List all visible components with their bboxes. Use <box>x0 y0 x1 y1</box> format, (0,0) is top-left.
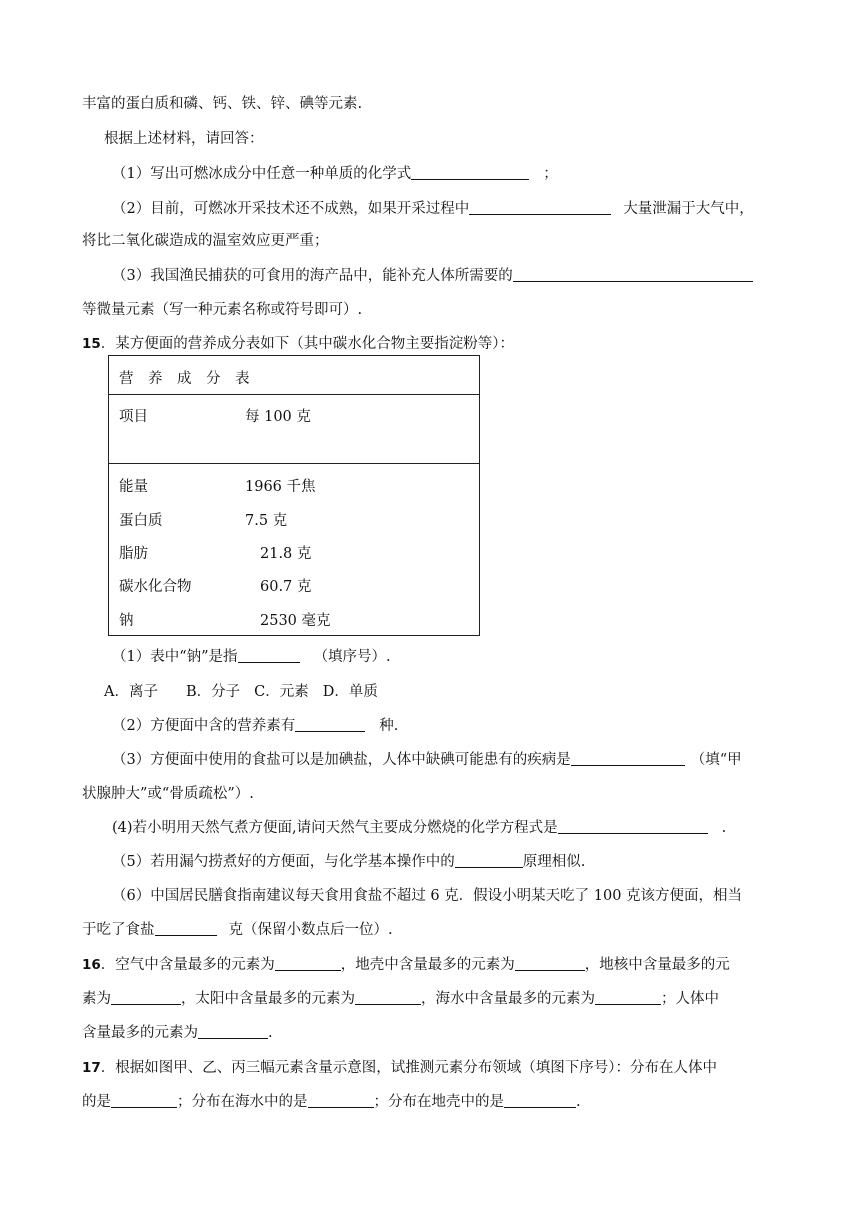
q15-2 <box>112 714 398 735</box>
instruction-text: 根据上述材料，请回答： <box>104 131 264 147</box>
answer-blank[interactable] <box>504 1092 576 1108</box>
option-d[interactable]: D．单质 <box>322 684 378 700</box>
answer-blank[interactable] <box>275 955 341 971</box>
q15-5-text: （5）若用漏勺捞煮好的方便面，与化学基本操作中的 <box>112 854 455 870</box>
option-b[interactable]: B．分子 <box>185 684 241 700</box>
answer-blank[interactable] <box>111 1092 177 1108</box>
row-value: 60.7 克 <box>260 579 312 595</box>
q17-text: ；分布在海水中的是 <box>177 1094 308 1110</box>
q15-text: ．某方便面的营养成分表如下（其中碳水化合物主要指淀粉等）： <box>100 336 515 352</box>
q15-3-tail: （填“甲 <box>690 752 742 768</box>
q17-text: ；分布在地壳中的是 <box>373 1094 504 1110</box>
answer-blank[interactable] <box>355 989 421 1005</box>
q15-6 <box>112 884 742 905</box>
row-value: 2530 毫克 <box>260 613 331 629</box>
q16-text: . <box>268 1025 273 1041</box>
answer-blank[interactable] <box>571 750 685 766</box>
row-value: 21.8 克 <box>260 546 312 562</box>
answer-blank[interactable] <box>111 989 181 1005</box>
question-number: 17 <box>82 1060 101 1076</box>
q16-text: 含量最多的元素为 <box>82 1025 198 1041</box>
question-number: 15 <box>82 336 101 352</box>
q15-4-text: (4)若小明用天然气煮方便面,请问天然气主要成分燃烧的化学方程式是 <box>112 820 558 836</box>
q16-text: ，太阳中含量最多的元素为 <box>181 991 355 1007</box>
answer-blank[interactable] <box>308 1092 374 1108</box>
q15-1 <box>112 645 391 666</box>
header-per: 每 100 克 <box>245 409 311 425</box>
option-c[interactable]: C．元素 <box>254 684 309 700</box>
q17-line1 <box>82 1056 717 1077</box>
q17-text: 的是 <box>82 1094 111 1110</box>
row-name: 蛋白质 <box>119 513 163 529</box>
q15-6-cont <box>82 918 393 939</box>
q14-3-cont <box>82 298 362 319</box>
table-divider <box>109 463 479 464</box>
q15-3-text: （3）方便面中使用的食盐可以是加碘盐，人体中缺碘可能患有的疾病是 <box>112 752 571 768</box>
q14-1-tail: ； <box>543 166 558 182</box>
answer-blank[interactable] <box>469 199 611 215</box>
instruction-line <box>104 127 264 148</box>
q15-3-cont-text: 状腺肿大”或“骨质疏松”）. <box>82 786 254 802</box>
answer-blank[interactable] <box>238 647 300 663</box>
q16-line1 <box>82 953 730 974</box>
row-name: 脂肪 <box>119 546 148 562</box>
table-divider <box>109 394 479 395</box>
q15-1-tail: （填序号）. <box>313 649 391 665</box>
q15-5-tail: 原理相似. <box>522 854 586 870</box>
answer-blank[interactable] <box>198 1023 268 1039</box>
q16-text: ．空气中含量最多的元素为 <box>100 957 275 973</box>
q17-text: ．根据如图甲、乙、丙三幅元素含量示意图，试推测元素分布领域（填图下序号）：分布在人体中 <box>100 1060 718 1076</box>
row-name: 碳水化合物 <box>119 579 192 595</box>
answer-blank[interactable] <box>595 989 661 1005</box>
q14-2 <box>112 197 754 218</box>
table-title: 营 养 成 分 表 <box>119 371 250 387</box>
q15-4 <box>112 816 726 837</box>
answer-blank[interactable] <box>558 818 708 834</box>
q15-6-tail: 克（保留小数点后一位）. <box>228 922 393 938</box>
q16-line2 <box>82 987 719 1008</box>
q14-3-text: （3）我国渔民捕获的可食用的海产品中，能补充人体所需要的 <box>112 268 513 284</box>
q14-3-cont-text: 等微量元素（写一种元素名称或符号即可）. <box>82 302 363 318</box>
q16-text: ，地壳中含量最多的元素为 <box>340 957 515 973</box>
q15-4-tail: . <box>721 820 727 836</box>
option-a[interactable]: A．离子 <box>104 684 158 700</box>
q15-2-tail: 种. <box>379 718 399 734</box>
answer-blank[interactable] <box>455 852 523 868</box>
q15-stem <box>82 332 514 353</box>
q17-text: . <box>576 1094 581 1110</box>
q14-2-text: （2）目前，可燃冰开采技术还不成熟，如果开采过程中 <box>112 201 470 217</box>
q14-3 <box>112 264 753 285</box>
answer-blank[interactable] <box>155 920 217 936</box>
q16-text: 素为 <box>82 991 111 1007</box>
q15-5 <box>112 850 585 871</box>
q14-2-cont <box>82 229 329 250</box>
answer-blank[interactable] <box>513 266 753 282</box>
intro-paragraph <box>82 92 362 113</box>
q16-line3 <box>82 1021 273 1042</box>
q17-line2 <box>82 1090 581 1111</box>
q15-3-cont <box>82 782 254 803</box>
row-value: 7.5 克 <box>245 513 288 529</box>
q14-1 <box>112 162 558 183</box>
q16-text: ；人体中 <box>661 991 719 1007</box>
intro-text: 丰富的蛋白质和磷、钙、铁、锌、碘等元素. <box>82 96 363 112</box>
q15-6-text: （6）中国居民膳食指南建议每天食用食盐不超过 6 克．假设小明某天吃了 100 克该方便面，相当 <box>112 888 743 904</box>
answer-blank[interactable] <box>295 716 365 732</box>
q15-3 <box>112 748 742 769</box>
q15-1-text: （1）表中“钠”是指 <box>112 649 238 665</box>
question-number: 16 <box>82 957 101 973</box>
q15-6-cont-text: 于吃了食盐 <box>82 922 155 938</box>
q14-1-text: （1）写出可燃冰成分中任意一种单质的化学式 <box>112 166 412 182</box>
q16-text: ，地核中含量最多的元 <box>584 957 730 973</box>
q16-text: ，海水中含量最多的元素为 <box>421 991 595 1007</box>
answer-blank[interactable] <box>411 164 529 180</box>
q14-2-tail: 大量泄漏于大气中， <box>623 201 754 217</box>
nutrition-table <box>108 355 480 636</box>
q15-options <box>104 680 378 701</box>
row-name: 能量 <box>119 479 148 495</box>
row-name: 钠 <box>119 613 134 629</box>
answer-blank[interactable] <box>515 955 585 971</box>
q15-2-text: （2）方便面中含的营养素有 <box>112 718 296 734</box>
row-value: 1966 千焦 <box>245 479 316 495</box>
q14-2-cont-text: 将比二氧化碳造成的温室效应更严重； <box>82 233 329 249</box>
header-item: 项目 <box>119 409 148 425</box>
